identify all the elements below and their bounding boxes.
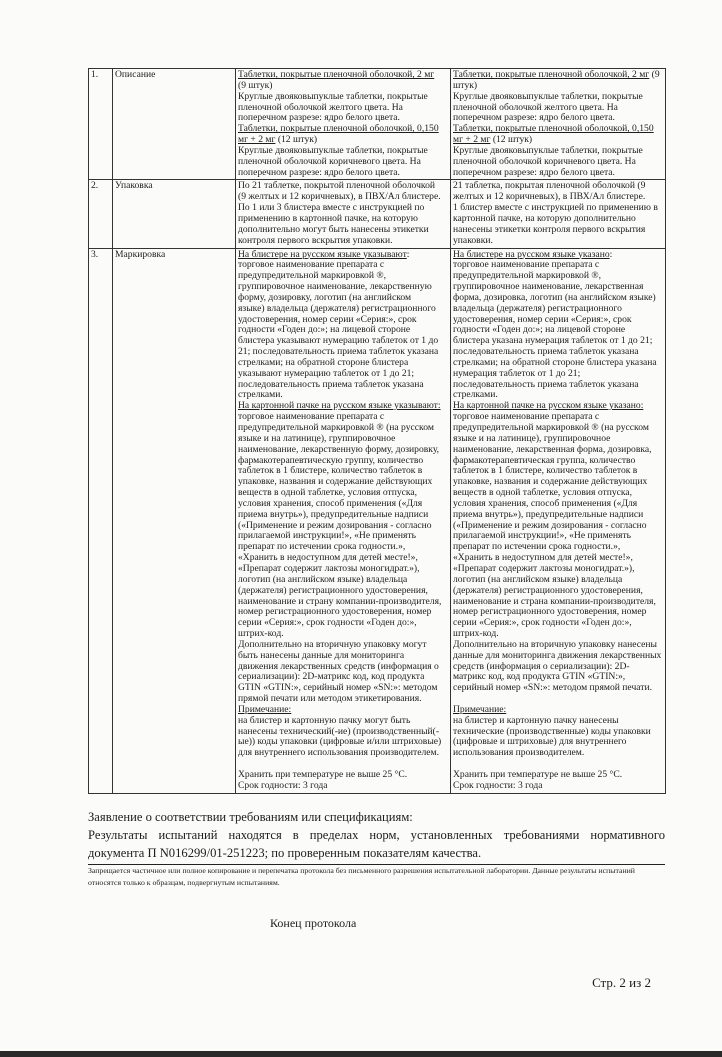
cell-paragraph <box>453 716 663 759</box>
cell-paragraph <box>453 640 663 694</box>
underlined-heading: Таблетки, покрытые пленочной оболочкой, 0,150 мг + 2 мг <box>453 123 654 146</box>
row-number: 1. <box>89 69 113 180</box>
cell-paragraph <box>453 146 663 179</box>
specification-table <box>88 68 666 794</box>
paragraph-text: (12 штук) <box>490 134 533 146</box>
cell-paragraph <box>238 412 448 640</box>
requirement-cell <box>236 248 451 793</box>
paragraph-text: Круглые двояковыпуклые таблетки, покрытые пленочной оболочкой желтого цвета. На поперечном разрезе: ядро белого цвета. <box>453 90 643 124</box>
parameter-name: Маркировка <box>113 248 236 793</box>
statement-line-2: документа П N016299/01-251223; по проверенным показателям качества. <box>88 845 482 860</box>
underlined-heading: Примечание: <box>238 703 292 715</box>
cell-paragraph <box>238 640 448 705</box>
page-number: Стр. 2 из 2 <box>592 974 651 990</box>
copy-disclaimer: Запрещается частичное или полное копирование и перепечатка протокола без письменного разрешения испытательной лаборатории. Данные результаты испытаний относятся только к образцам, подвергнутым испытаниям. <box>88 865 635 888</box>
row-number: 2. <box>89 180 113 248</box>
cell-paragraph <box>238 70 448 92</box>
cell-paragraph <box>238 92 448 125</box>
paragraph-text: 21 таблетка, покрытая пленочной оболочкой (9 желтых и 12 коричневых), в ПВХ/Ал блистере. 1 блистер вместе с инструкцией по применению в картонной пачке, на которую дополнительно нанесены этикетки контроля первого вскрытия упаковки. <box>453 180 658 246</box>
cell-paragraph <box>238 146 448 179</box>
paragraph-text: торговое наименование препарата с предупредительной маркировкой ®, группировочное наименование, лекарственную форму, дозировку, логотип (на английском языке) владельца (держателя) регистрационного удостоверения, номер серии «Серия:», срок годности «Годен до:»; на лицевой стороне блистера указывают нумерацию таблеток от 1 до 21; последовательность приема таблеток указана стрелками; на обратной стороне блистера указывают нумерацию таблеток от 1 до 21; последовательность приема таблеток указана стрелками. <box>238 259 439 401</box>
paragraph-text: Дополнительно на вторичную упаковку могут быть нанесены данные для мониторинга движения лекарственных средств (информация о сериализации): 2D-матрикс код, код продукта GTIN «GTIN:», серийный номер «SN:»: методом прямой печати или методом этикетирования. <box>238 638 439 705</box>
underlined-heading: На блистере на русском языке указано <box>453 248 610 260</box>
cell-paragraph <box>453 260 663 401</box>
table-row <box>89 69 666 180</box>
statement-line-1: Результаты испытаний находятся в пределах норм, установленных требованиями нормативного <box>88 827 665 842</box>
result-cell <box>451 248 666 793</box>
paragraph-text: (9 штук) <box>453 69 660 91</box>
table-row <box>89 248 666 793</box>
end-of-protocol: Конец протокола <box>270 915 357 930</box>
cell-paragraph <box>453 70 663 92</box>
paragraph-text: : <box>406 248 410 260</box>
row-number: 3. <box>89 248 113 793</box>
cell-paragraph <box>238 124 448 146</box>
paragraph-text: : <box>609 248 613 260</box>
result-cell <box>451 180 666 248</box>
paragraph-text: на блистер и картонную пачку могут быть нанесены технический(-ие) (производственный(- ые)) коды упаковки (цифровые и/или штриховые) для внутреннего использования производителем. <box>238 714 442 759</box>
paragraph-text: (9 штук) <box>238 79 273 91</box>
parameter-name: Упаковка <box>113 180 236 248</box>
paragraph-text: на блистер и картонную пачку нанесены технические (производственные) коды упаковки (цифровые и штриховые) для внутреннего использования производителем. <box>453 714 651 759</box>
table-row <box>89 180 666 248</box>
underlined-heading: На картонной пачке на русском языке указано: <box>453 400 644 412</box>
result-cell <box>451 69 666 180</box>
parameter-name: Описание <box>113 69 236 180</box>
cell-paragraph <box>453 770 663 792</box>
requirement-cell <box>236 180 451 248</box>
paragraph-text: Дополнительно на вторичную упаковку нанесены данные для мониторинга движения лекарственных средств (информация о сериализации): 2D- матрикс код, код продукта GTIN «GTIN:», серийный номер «SN:»: методом прямой печати. <box>453 638 662 694</box>
cell-paragraph <box>453 412 663 640</box>
underlined-heading: На блистере на русском языке указывают <box>238 248 407 260</box>
underlined-heading: На картонной пачке на русском языке указывают: <box>238 400 441 412</box>
underlined-heading: Таблетки, покрытые пленочной оболочкой, 0,150 мг + 2 мг <box>238 123 439 146</box>
cell-paragraph <box>453 181 663 246</box>
paragraph-text: Круглые двояковыпуклые таблетки, покрытые пленочной оболочкой коричневого цвета. На поперечном разрезе: ядро белого цвета. <box>238 144 428 178</box>
cell-paragraph <box>453 124 663 146</box>
paragraph-text: Круглые двояковыпуклые таблетки, покрытые пленочной оболочкой коричневого цвета. На поперечном разрезе: ядро белого цвета. <box>453 144 643 178</box>
cell-paragraph <box>238 716 448 759</box>
paragraph-text: Круглые двояковыпуклые таблетки, покрытые пленочной оболочкой желтого цвета. На поперечном разрезе: ядро белого цвета. <box>238 90 428 124</box>
underlined-heading: Примечание: <box>453 703 507 715</box>
requirement-cell <box>236 69 451 180</box>
cell-paragraph <box>238 260 448 401</box>
paragraph-text: (12 штук) <box>275 134 318 146</box>
scan-edge <box>0 1051 722 1057</box>
statement-heading: Заявление о соответствии требованиям или спецификациям: <box>88 809 413 824</box>
paragraph-text: Хранить при температуре не выше 25 °С. Срок годности: 3 года <box>453 769 623 791</box>
paragraph-text: Хранить при температуре не выше 25 °С. Срок годности: 3 года <box>238 769 408 791</box>
cell-paragraph <box>238 181 448 246</box>
underlined-heading: Таблетки, покрытые пленочной оболочкой, 2 мг <box>238 69 435 80</box>
conformity-statement <box>88 808 665 862</box>
paragraph-text: торговое наименование препарата с предупредительной маркировкой ® (на русском языке и на латинице), группировочное наименование, лекарственная форма, дозировка, фармакотерапевтическая группа, количество таблеток в 1 блистере, количество таблеток в упаковке, названия и содержание действующих веществ в одной таблетке, условия отпуска, условия хранения, способ применения («Для приема внутрь»), предупредительные надписи («Применение и режим дозирования - согласно прилагаемой инструкции!», «Не применять препарат по истечении срока годности.», «Хранить в недоступном для детей месте!», «Препарат содержит лактозы моногидрат.»), логотип (на английском языке) владельца (держателя) регистрационного удостоверения, наименование и страна компании-производителя, номер регистрационного удостоверения, номер серии «Серия:», срок годности «Годен до:», штрих-код. <box>453 411 656 640</box>
cell-paragraph <box>238 770 448 792</box>
paragraph-text: По 21 таблетке, покрытой пленочной оболочкой (9 желтых и 12 коричневых), в ПВХ/Ал блистере. По 1 или 3 блистера вместе с инструкцией по применению в картонной пачке, на которую дополнительно могут быть нанесены этикетки контроля первого вскрытия упаковки. <box>238 180 441 246</box>
underlined-heading: Таблетки, покрытые пленочной оболочкой, 2 мг <box>453 69 650 80</box>
paragraph-text: торговое наименование препарата с предупредительной маркировкой ®, группировочное наименование, лекарственная форма, дозировка, логотип (на английском языке) владельца (держателя) регистрационного удостоверения, номер серии «Серия:», срок годности «Годен до:»; на лицевой стороне блистера указана нумерация таблеток от 1 до 21; последовательность приема таблеток указана стрелками; на обратной стороне блистера указана нумерация таблеток от 1 до 21; последовательность приема таблеток указана стрелками. <box>453 259 657 401</box>
paragraph-text: торговое наименование препарата с предупредительной маркировкой ® (на русском языке и на латинице), группировочное наименование, лекарственную форму, дозировку, фармакотерапевтическую группу, количество таблеток в 1 блистере, количество таблеток в упаковке, названия и содержание действующих веществ в одной таблетке, условия отпуска, условия хранения, способ применения («Для приема внутрь»), предупредительные надписи («Применение и режим дозирования - согласно прилагаемой инструкции!», «Не применять препарат по истечении срока годности.», «Хранить в недоступном для детей месте!», «Препарат содержит лактозы моногидрат.»), логотип (на английском языке) владельца (держателя) регистрационного удостоверения, наименование и страну компании-производителя, номер регистрационного удостоверения, номер серии «Серия:», срок годности «Годен до:», штрих-код. <box>238 411 442 640</box>
cell-paragraph <box>453 92 663 125</box>
